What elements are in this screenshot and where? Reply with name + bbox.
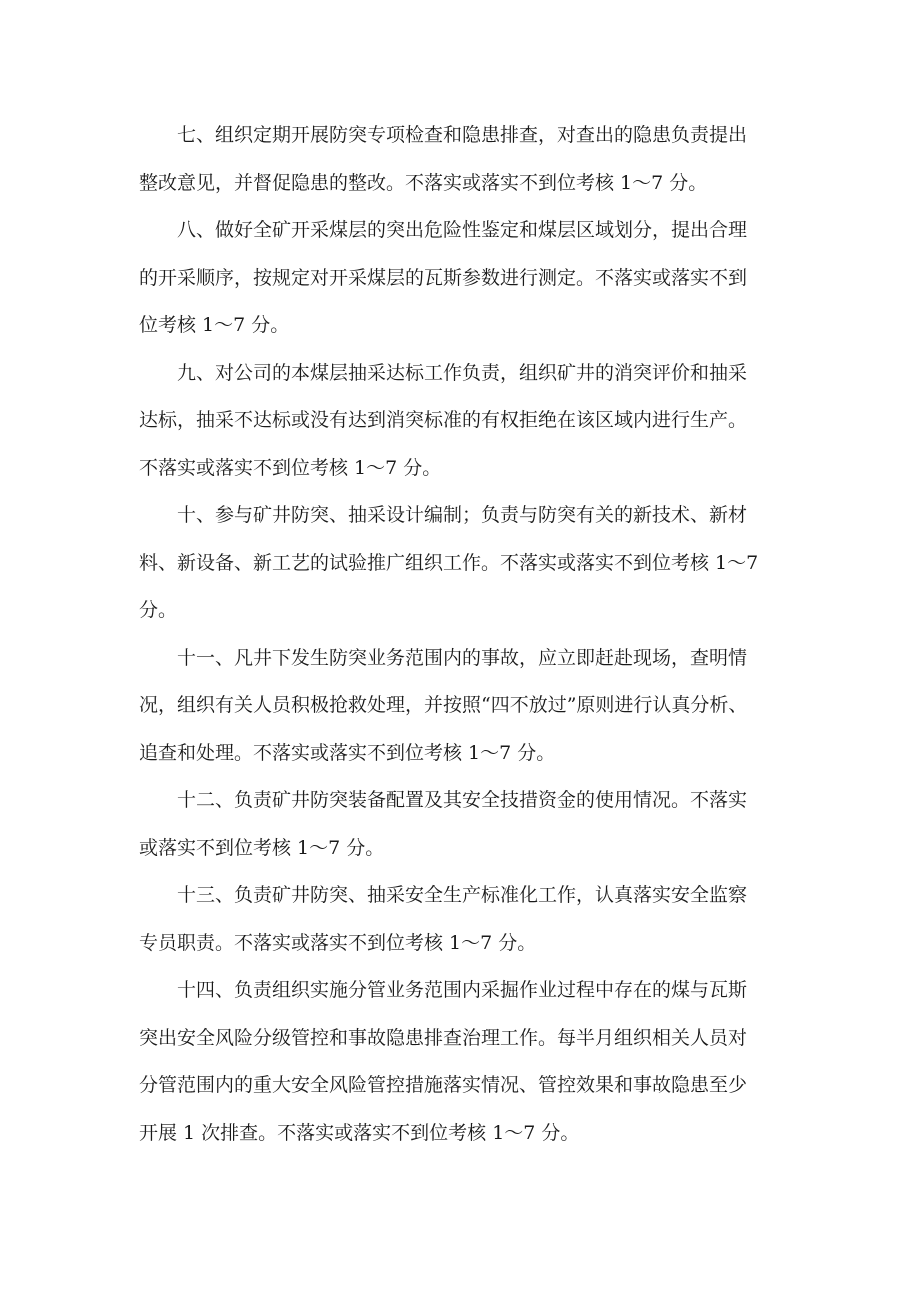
paragraph-line: 十一、凡井下发生防突业务范围内的事故，应立即赶赴现场，查明情 <box>177 646 748 669</box>
paragraph-line: 追查和处理。不落实或落实不到位考核 1～7 分。 <box>139 741 556 764</box>
paragraph-line: 专员职责。不落实或落实不到位考核 1～7 分。 <box>139 931 537 954</box>
paragraph-line: 八、做好全矿开采煤层的突出危险性鉴定和煤层区域划分，提出合理 <box>177 219 748 241</box>
paragraph-line: 况，组织有关人员积极抢救处理，并按照“四不放过”原则进行认真分析、 <box>139 694 748 716</box>
paragraph-11 <box>139 635 787 778</box>
document-body <box>139 112 787 1157</box>
paragraph-line: 十四、负责组织实施分管业务范围内采掘作业过程中存在的煤与瓦斯 <box>177 979 748 1001</box>
paragraph-line: 七、组织定期开展防突专项检查和隐患排查，对查出的隐患负责提出 <box>177 124 748 146</box>
paragraph-14 <box>139 967 787 1157</box>
paragraph-8 <box>139 207 787 350</box>
paragraph-line: 十二、负责矿井防突装备配置及其安全技措资金的使用情况。不落实 <box>177 789 748 811</box>
paragraph-line: 不落实或落实不到位考核 1～7 分。 <box>139 456 442 479</box>
paragraph-line: 达标，抽采不达标或没有达到消突标准的有权拒绝在该区域内进行生产。 <box>139 409 748 431</box>
paragraph-10 <box>139 492 787 635</box>
paragraph-13 <box>139 872 787 967</box>
paragraph-line: 九、对公司的本煤层抽采达标工作负责，组织矿井的消突评价和抽采 <box>177 361 748 384</box>
paragraph-line: 分。 <box>139 599 178 621</box>
paragraph-line: 十、参与矿井防突、抽采设计编制；负责与防突有关的新技术、新材 <box>177 504 748 526</box>
paragraph-line: 的开采顺序，按规定对开采煤层的瓦斯参数进行测定。不落实或落实不到 <box>139 266 748 289</box>
paragraph-line: 整改意见，并督促隐患的整改。不落实或落实不到位考核 1～7 分。 <box>139 171 708 194</box>
paragraph-line: 料、新设备、新工艺的试验推广组织工作。不落实或落实不到位考核 1～7 <box>139 551 759 574</box>
paragraph-line: 位考核 1～7 分。 <box>139 314 290 336</box>
paragraph-7 <box>139 112 787 207</box>
paragraph-line: 分管范围内的重大安全风险管控措施落实情况、管控效果和事故隐患至少 <box>139 1074 748 1096</box>
paragraph-line: 开展 1 次排查。不落实或落实不到位考核 1～7 分。 <box>139 1121 580 1144</box>
paragraph-line: 突出安全风险分级管控和事故隐患排查治理工作。每半月组织相关人员对 <box>139 1026 748 1049</box>
paragraph-line: 十三、负责矿井防突、抽采安全生产标准化工作，认真落实安全监察 <box>177 884 748 906</box>
paragraph-12 <box>139 777 787 872</box>
paragraph-9 <box>139 350 787 493</box>
paragraph-line: 或落实不到位考核 1～7 分。 <box>139 836 385 859</box>
